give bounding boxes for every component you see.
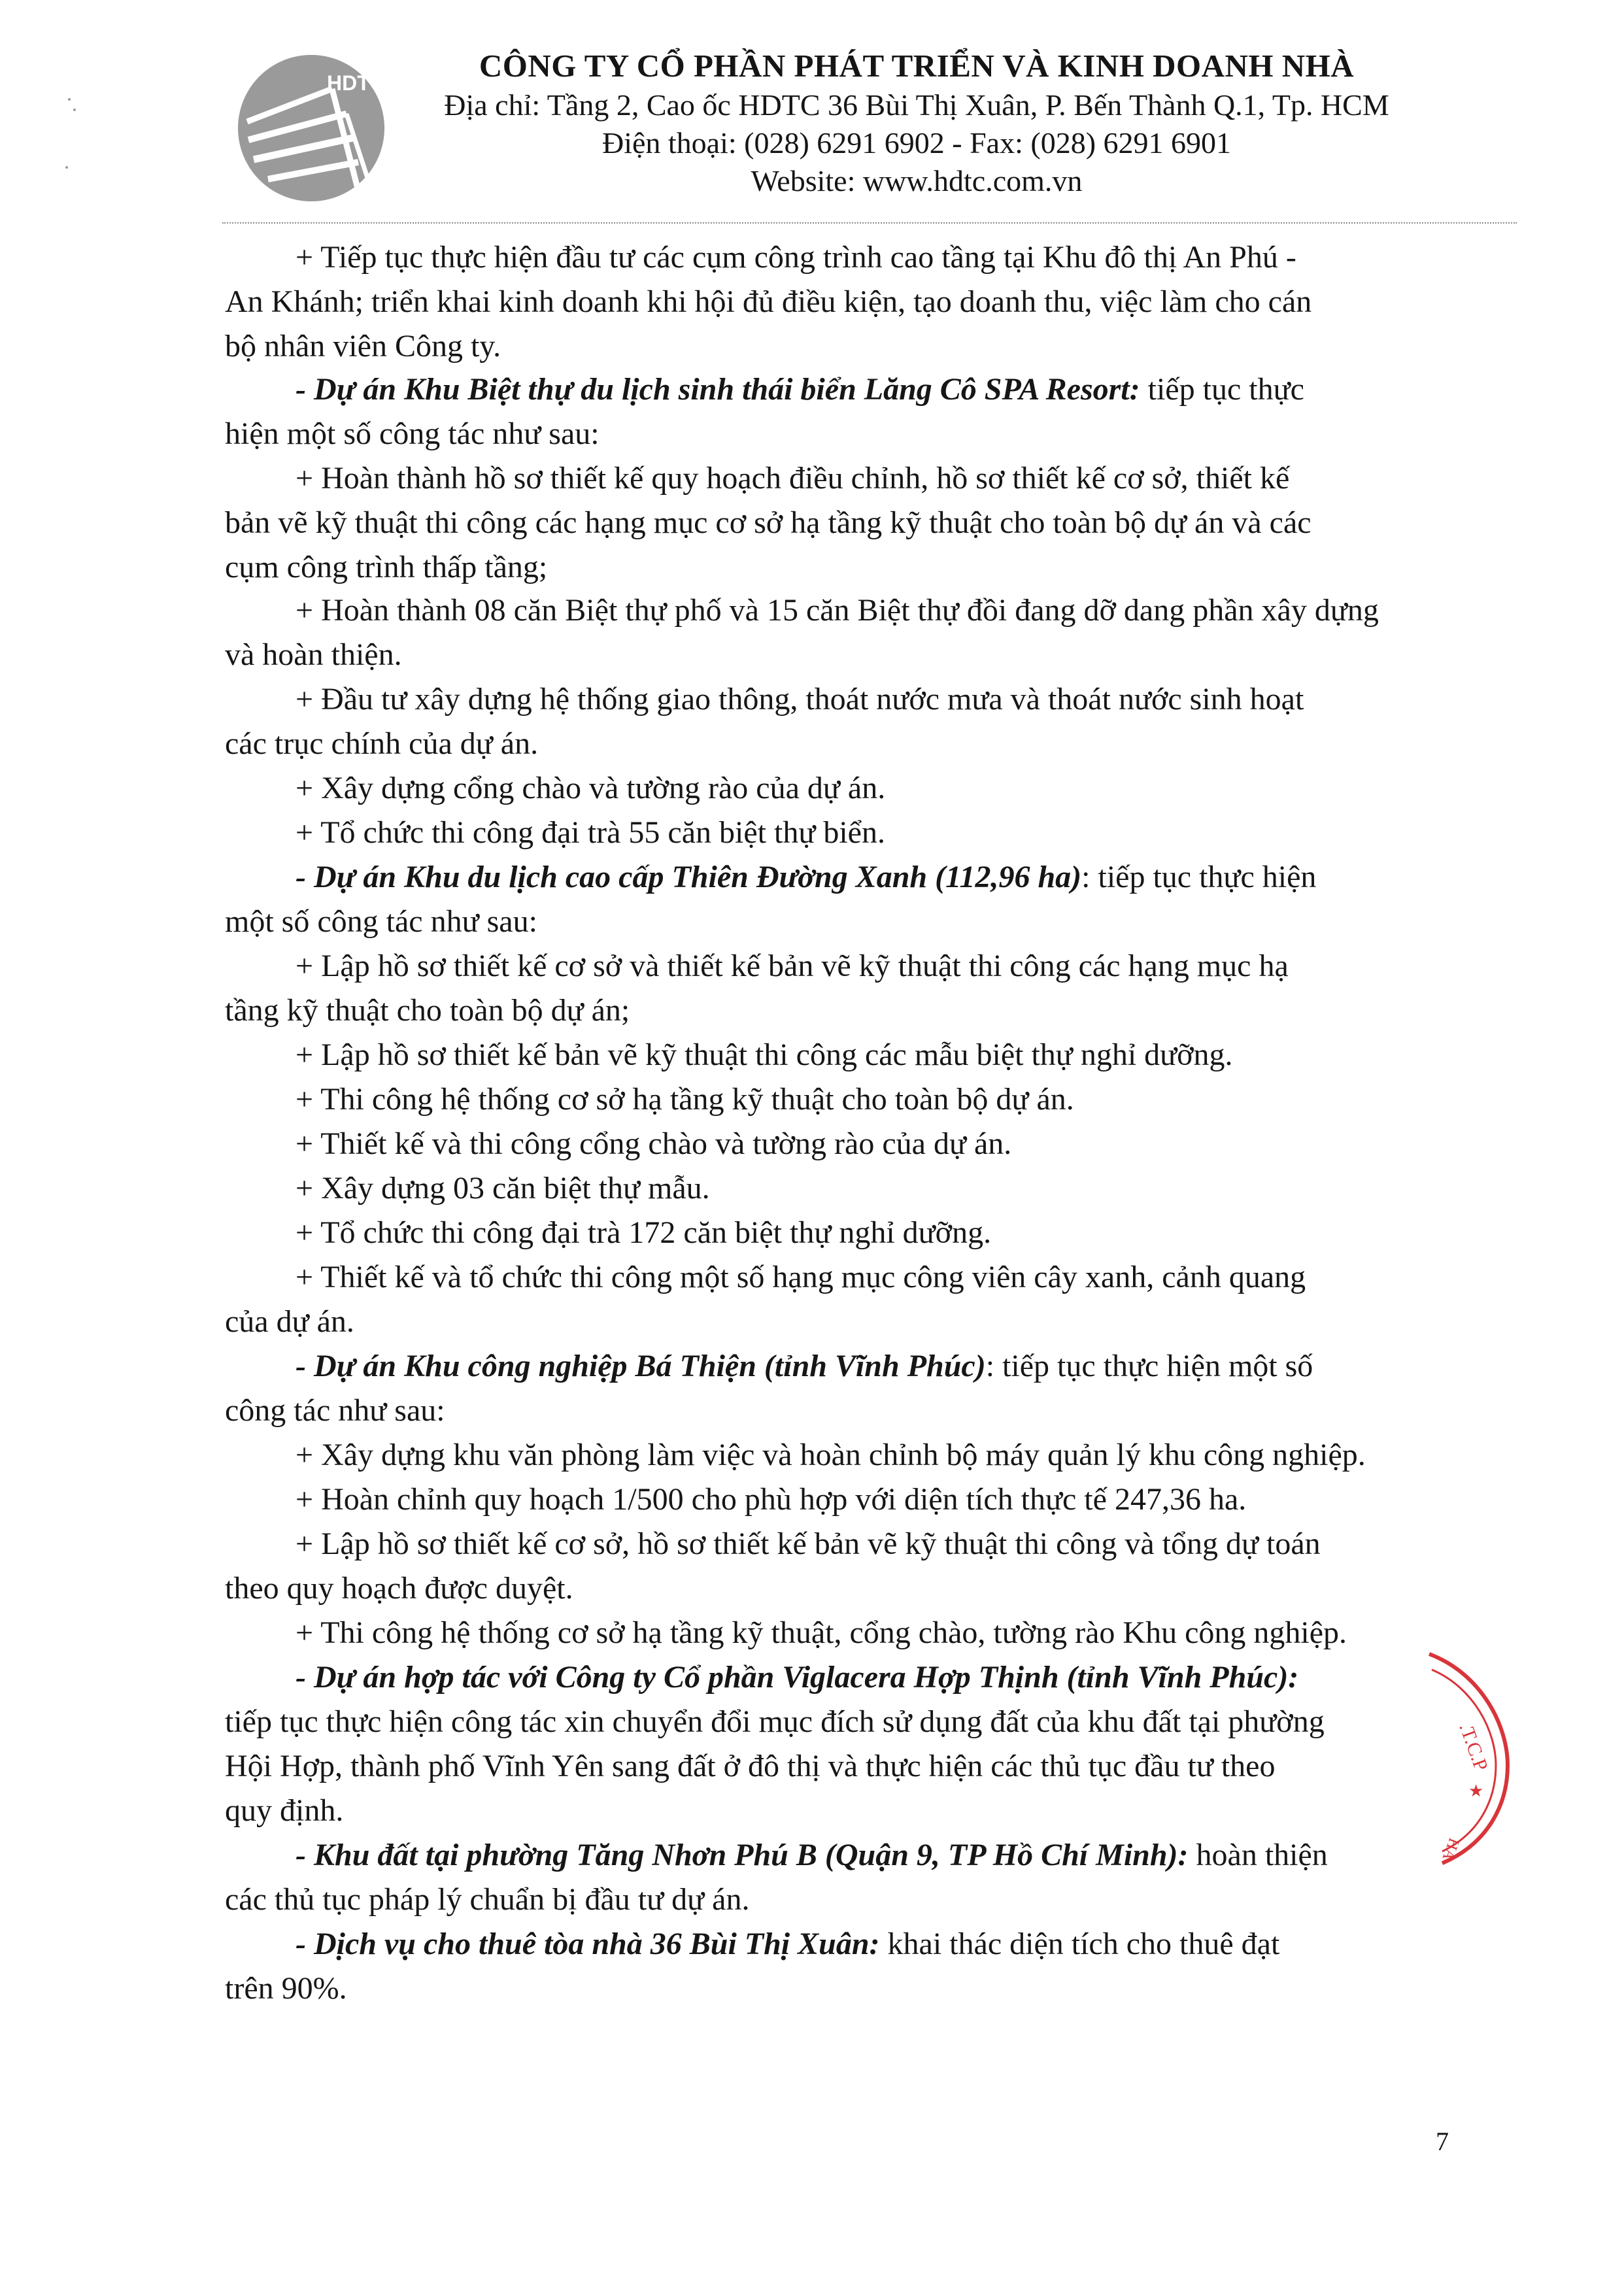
company-phone: Điện thoại: (028) 6291 6902 - Fax: (028) 6291 6901: [601, 126, 1232, 160]
text-line: của dự án.: [225, 1304, 354, 1339]
section-heading-thien-duong-xanh: [296, 858, 1316, 897]
text-line: một số công tác như sau:: [225, 904, 537, 939]
section-title-rest: : tiếp tục thực hiện một số: [985, 1349, 1313, 1383]
text-line: + Hoàn thành 08 căn Biệt thự phố và 15 căn Biệt thự đồi đang dỡ dang phần xây dựng: [296, 593, 1379, 628]
svg-text:HÀ: HÀ: [1438, 1835, 1463, 1863]
company-address: Địa chỉ: Tầng 2, Cao ốc HDTC 36 Bùi Thị Xuân, P. Bến Thành Q.1, Tp. HCM: [444, 88, 1389, 122]
text-line: cụm công trình thấp tầng;: [225, 550, 548, 584]
text-line: và hoàn thiện.: [225, 637, 402, 672]
section-heading-viglacera: [296, 1658, 1298, 1697]
text-line: tầng kỹ thuật cho toàn bộ dự án;: [225, 993, 630, 1028]
text-line: + Đầu tư xây dựng hệ thống giao thông, thoát nước mưa và thoát nước sinh hoạt: [296, 682, 1304, 717]
section-title: - Khu đất tại phường Tăng Nhơn Phú B (Quận 9, TP Hồ Chí Minh):: [296, 1838, 1189, 1872]
scan-speck: [68, 98, 71, 101]
text-line: công tác như sau:: [225, 1393, 445, 1428]
company-seal: [1423, 1647, 1514, 1870]
text-line: + Lập hồ sơ thiết kế cơ sở và thiết kế bản vẽ kỹ thuật thi công các hạng mục hạ: [296, 949, 1289, 983]
section-title: - Dự án Khu du lịch cao cấp Thiên Đường Xanh (112,96 ha): [296, 860, 1082, 894]
company-name: CÔNG TY CỔ PHẦN PHÁT TRIỂN VÀ KINH DOANH NHÀ: [479, 48, 1355, 84]
text-line: các thủ tục pháp lý chuẩn bị đầu tư dự án.: [225, 1882, 750, 1917]
section-heading-lang-co: [296, 370, 1304, 409]
text-line: + Tiếp tục thực hiện đầu tư các cụm công trình cao tầng tại Khu đô thị An Phú -: [296, 240, 1296, 275]
section-title-rest: : tiếp tục thực hiện: [1081, 860, 1317, 894]
text-line: + Thiết kế và tổ chức thi công một số hạng mục công viên cây xanh, cảnh quang: [296, 1260, 1306, 1294]
text-line: + Tổ chức thi công đại trà 55 căn biệt thự biển.: [296, 815, 885, 850]
text-line: + Hoàn chỉnh quy hoạch 1/500 cho phù hợp với diện tích thực tế 247,36 ha.: [296, 1482, 1247, 1517]
text-line: + Xây dựng cổng chào và tường rào của dự án.: [296, 771, 886, 805]
text-line: bộ nhân viên Công ty.: [225, 329, 501, 363]
section-title: - Dự án hợp tác với Công ty Cổ phần Viglacera Hợp Thịnh (tỉnh Vĩnh Phúc):: [296, 1660, 1299, 1695]
logo-text: HDTC: [327, 71, 385, 95]
section-title: - Dự án Khu Biệt thự du lịch sinh thái biển Lăng Cô SPA Resort:: [296, 372, 1140, 407]
text-line: bản vẽ kỹ thuật thi công các hạng mục cơ sở hạ tầng kỹ thuật cho toàn bộ dự án và các: [225, 505, 1311, 540]
text-line: + Thiết kế và thi công cổng chào và tường rào của dự án.: [296, 1126, 1012, 1161]
section-heading-bui-thi-xuan: [296, 1925, 1279, 1964]
text-line: theo quy hoạch được duyệt.: [225, 1571, 573, 1606]
svg-text:★: ★: [1468, 1781, 1484, 1801]
page-number: 7: [1436, 2127, 1449, 2156]
section-heading-ba-thien: [296, 1347, 1313, 1386]
text-line: + Hoàn thành hồ sơ thiết kế quy hoạch điều chỉnh, hồ sơ thiết kế cơ sở, thiết kế: [296, 461, 1290, 496]
text-line: + Xây dựng khu văn phòng làm việc và hoàn chỉnh bộ máy quản lý khu công nghiệp.: [296, 1438, 1366, 1472]
scan-speck: [73, 109, 76, 111]
text-line: + Thi công hệ thống cơ sở hạ tầng kỹ thuật cho toàn bộ dự án.: [296, 1082, 1074, 1117]
text-line: Hội Hợp, thành phố Vĩnh Yên sang đất ở đô thị và thực hiện các thủ tục đầu tư theo: [225, 1749, 1276, 1783]
text-line: các trục chính của dự án.: [225, 726, 539, 761]
section-title: - Dịch vụ cho thuê tòa nhà 36 Bùi Thị Xuân:: [296, 1927, 880, 1961]
header-divider: [222, 222, 1517, 224]
section-heading-tang-nhon-phu: [296, 1836, 1328, 1875]
text-line: tiếp tục thực hiện công tác xin chuyển đổi mục đích sử dụng đất của khu đất tại phường: [225, 1704, 1325, 1739]
text-line: hiện một số công tác như sau:: [225, 416, 600, 451]
text-line: + Thi công hệ thống cơ sở hạ tầng kỹ thuật, cổng chào, tường rào Khu công nghiệp.: [296, 1615, 1347, 1650]
text-line: + Lập hồ sơ thiết kế cơ sở, hồ sơ thiết kế bản vẽ kỹ thuật thi công và tổng dự toán: [296, 1527, 1321, 1561]
company-logo: [234, 54, 388, 203]
section-title-rest: khai thác diện tích cho thuê đạt: [879, 1927, 1280, 1961]
text-line: quy định.: [225, 1793, 344, 1828]
company-website: Website: www.hdtc.com.vn: [751, 164, 1083, 197]
text-line: + Lập hồ sơ thiết kế bản vẽ kỹ thuật thi công các mẫu biệt thự nghỉ dưỡng.: [296, 1037, 1233, 1072]
text-line: + Xây dựng 03 căn biệt thự mẫu.: [296, 1171, 710, 1206]
text-line: An Khánh; triển khai kinh doanh khi hội đủ điều kiện, tạo doanh thu, việc làm cho cán: [225, 284, 1312, 319]
svg-text:.T.C.P: .T.C.P: [1455, 1720, 1493, 1774]
text-line: + Tổ chức thi công đại trà 172 căn biệt thự nghỉ dưỡng.: [296, 1215, 992, 1250]
section-title-rest: hoàn thiện: [1188, 1838, 1328, 1872]
section-title: - Dự án Khu công nghiệp Bá Thiện (tỉnh Vĩnh Phúc): [296, 1349, 986, 1383]
section-title-rest: tiếp tục thực: [1140, 372, 1304, 407]
scan-speck: [65, 166, 68, 169]
text-line: trên 90%.: [225, 1971, 347, 2006]
